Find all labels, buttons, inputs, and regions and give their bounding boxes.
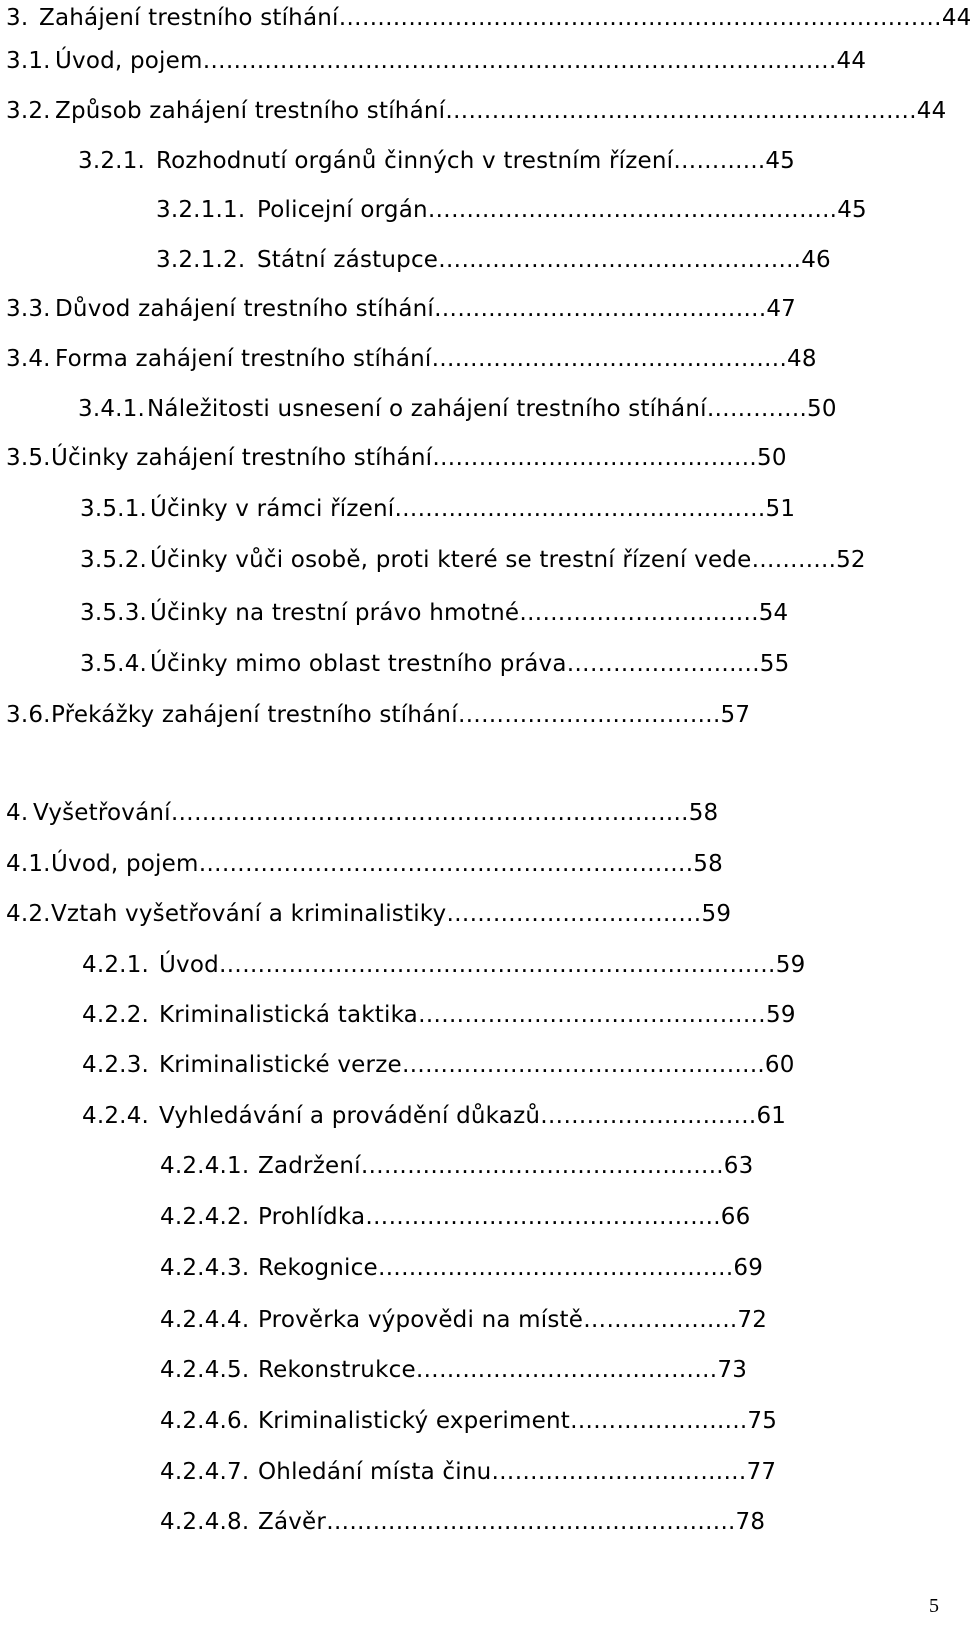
toc-entry	[160, 1253, 763, 1283]
toc-entry-title: Účinky vůči osobě, proti které se trestní řízení vede	[150, 547, 752, 573]
toc-entry-leader: ……………………………	[446, 901, 702, 927]
toc-entry-title: Úvod	[159, 952, 219, 978]
toc-entry	[80, 545, 866, 575]
toc-entry-page: 45	[765, 148, 796, 174]
toc-entry-number: 4.	[6, 800, 29, 826]
toc-entry-leader: ………………………………………………………………	[218, 952, 776, 978]
toc-entry-number: 4.2.4.8.	[160, 1509, 250, 1535]
toc-entry-leader: …………………………………	[415, 1357, 718, 1383]
toc-entry-leader: ……………………………………………………….	[198, 851, 694, 877]
toc-entry-leader: ………...	[673, 148, 766, 174]
toc-entry-leader: …………………………………………………….	[445, 98, 917, 124]
toc-entry-number: 3.2.1.2.	[156, 247, 246, 273]
toc-entry-title: Prohlídka	[258, 1204, 366, 1230]
toc-entry-leader: ……………………….	[540, 1103, 757, 1129]
toc-entry-number: 4.2.	[6, 901, 51, 927]
toc-entry-leader: ………………………….	[519, 600, 759, 626]
toc-entry-title: Vztah vyšetřování a kriminalistiky	[51, 901, 447, 927]
toc-entry-number: 4.2.4.2.	[160, 1204, 250, 1230]
toc-entry-number: 4.2.4.	[82, 1103, 150, 1129]
page-number: 5	[929, 1595, 939, 1617]
toc-entry-title: Důvod zahájení trestního stíhání	[55, 296, 435, 322]
toc-entry	[156, 195, 867, 225]
toc-entry-page: 66	[720, 1204, 751, 1230]
toc-entry-title: Zadržení	[258, 1153, 361, 1179]
toc-entry-leader: …………………….	[566, 651, 760, 677]
toc-entry-number: 3.2.1.	[78, 148, 146, 174]
toc-entry-title: Vyhledávání a provádění důkazů	[159, 1103, 541, 1129]
toc-entry-leader: ………………………………………………………….	[170, 800, 689, 826]
toc-entry-page: 59	[775, 952, 806, 978]
toc-entry-leader: ……………………………………………..	[427, 197, 838, 223]
toc-entry	[6, 344, 817, 374]
toc-entry-page: 50	[807, 396, 837, 422]
toc-entry-title: Překážky zahájení trestního stíhání	[51, 702, 458, 728]
toc-entry	[160, 1355, 747, 1385]
toc-entry-number: 4.2.3.	[82, 1052, 150, 1078]
toc-entry-title: Způsob zahájení trestního stíhání	[55, 98, 446, 124]
toc-entry-page: 55	[759, 651, 790, 677]
toc-entry	[6, 700, 750, 730]
toc-entry-title: Rozhodnutí orgánů činných v trestním řízení	[156, 148, 674, 174]
toc-entry	[6, 849, 723, 879]
toc-entry-number: 4.2.1.	[82, 952, 150, 978]
toc-entry	[80, 494, 795, 524]
toc-entry-page: 59	[701, 901, 732, 927]
toc-entry	[6, 3, 972, 33]
toc-entry-leader: …………………………….	[457, 702, 721, 728]
toc-entry-title: Policejní orgán	[257, 197, 428, 223]
toc-entry-page: 72	[737, 1307, 768, 1333]
toc-entry-title: Ohledání místa činu	[258, 1459, 492, 1485]
toc-entry-page: 46	[801, 247, 831, 273]
toc-entry-number: 3.5.2.	[80, 547, 148, 573]
toc-entry-page: 61	[756, 1103, 787, 1129]
toc-entry	[82, 1000, 796, 1030]
toc-entry-leader: ………………………………………..	[438, 247, 802, 273]
toc-entry-leader: ………………………………………..	[360, 1153, 724, 1179]
toc-entry-number: 3.4.1.	[78, 396, 146, 422]
toc-entry-page: 69	[733, 1255, 764, 1281]
toc-entry-leader: ………………..	[583, 1307, 738, 1333]
toc-entry	[160, 1507, 765, 1537]
toc-entry-title: Úvod, pojem	[55, 48, 203, 74]
toc-entry-page: 44	[916, 98, 947, 124]
toc-entry	[160, 1457, 776, 1487]
toc-entry-title: Kriminalistické verze	[159, 1052, 402, 1078]
toc-entry-page: 47	[766, 296, 796, 322]
toc-entry-page: 58	[693, 851, 723, 877]
toc-entry	[82, 1050, 795, 1080]
toc-entry	[156, 245, 831, 275]
toc-entry-number: 3.5.1.	[80, 496, 148, 522]
toc-entry-page: 77	[746, 1459, 777, 1485]
toc-entry-number: 3.	[6, 5, 29, 31]
toc-entry-number: 3.5.3.	[80, 600, 148, 626]
toc-entry-title: Závěr	[258, 1509, 327, 1535]
toc-entry-number: 4.2.4.4.	[160, 1307, 250, 1333]
toc-entry-number: 3.4.	[6, 346, 51, 372]
toc-entry-leader: …………………………………….	[434, 296, 767, 322]
toc-entry-page: 45	[837, 197, 867, 223]
toc-entry	[80, 649, 789, 679]
toc-entry-page: 57	[720, 702, 751, 728]
toc-entry-page: 52	[836, 547, 866, 573]
toc-entry-number: 3.2.1.1.	[156, 197, 246, 223]
toc-entry-number: 3.5.	[6, 445, 51, 471]
toc-entry-number: 3.6.	[6, 702, 51, 728]
toc-entry-page: 60	[764, 1052, 795, 1078]
toc-entry-title: Státní zástupce	[257, 247, 439, 273]
toc-entry-leader: …………………………………………	[394, 496, 766, 522]
toc-entry-leader: ……………………………………….	[365, 1204, 721, 1230]
toc-entry-title: Úvod, pojem	[51, 851, 199, 877]
toc-entry-number: 4.2.4.7.	[160, 1459, 250, 1485]
toc-entry-title: Forma zahájení trestního stíhání	[55, 346, 432, 372]
toc-entry-leader: ……………………………………………………………………	[338, 5, 942, 31]
toc-entry-title: Kriminalistická taktika	[159, 1002, 418, 1028]
toc-entry-page: 58	[688, 800, 719, 826]
toc-entry-title: Účinky na trestní právo hmotné	[150, 600, 520, 626]
toc-entry	[6, 46, 866, 76]
toc-entry	[78, 146, 795, 176]
toc-entry-number: 4.2.4.1.	[160, 1153, 250, 1179]
toc-entry-title: Rekognice	[258, 1255, 378, 1281]
toc-entry-title: Účinky zahájení trestního stíhání	[51, 445, 433, 471]
toc-entry-leader: ……………………………………………..	[326, 1509, 736, 1535]
toc-entry-page: 73	[717, 1357, 748, 1383]
toc-entry-number: 4.2.4.6.	[160, 1408, 250, 1434]
toc-entry-leader: ……………………………………	[432, 445, 758, 471]
toc-entry-leader: ……………………………	[491, 1459, 747, 1485]
toc-entry-number: 4.2.2.	[82, 1002, 150, 1028]
toc-entry-title: Vyšetřování	[33, 800, 171, 826]
toc-entry-page: 44	[941, 5, 972, 31]
toc-entry-number: 3.5.4.	[80, 651, 148, 677]
toc-entry-page: 50	[757, 445, 787, 471]
toc-entry-leader: ……………………………………….	[431, 346, 787, 372]
toc-entry-page: 75	[747, 1408, 778, 1434]
toc-entry-page: 48	[787, 346, 817, 372]
toc-entry-number: 4.1.	[6, 851, 51, 877]
toc-entry	[82, 950, 805, 980]
toc-entry	[160, 1305, 767, 1335]
toc-entry-number: 3.2.	[6, 98, 51, 124]
toc-entry-title: Účinky v rámci řízení	[150, 496, 395, 522]
toc-entry	[160, 1406, 777, 1436]
toc-entry	[6, 899, 731, 929]
toc-entry-leader: ………….	[706, 396, 808, 422]
toc-entry-number: 4.2.4.5.	[160, 1357, 250, 1383]
toc-entry	[6, 798, 718, 828]
toc-entry	[6, 443, 787, 473]
toc-entry-page: 44	[836, 48, 867, 74]
toc-entry-title: Rekonstrukce	[258, 1357, 416, 1383]
toc-entry	[6, 294, 796, 324]
toc-entry-page: 54	[758, 600, 789, 626]
toc-entry-page: 59	[765, 1002, 796, 1028]
toc-entry-leader: ………………………………………..	[401, 1052, 765, 1078]
toc-entry-title: Účinky mimo oblast trestního práva	[150, 651, 567, 677]
toc-entry-leader: ……………………………………….	[377, 1255, 734, 1281]
toc-entry	[82, 1101, 786, 1131]
toc-entry	[160, 1151, 753, 1181]
toc-entry	[80, 598, 788, 628]
toc-entry-leader: ………..	[751, 547, 837, 573]
toc-entry	[78, 394, 837, 424]
toc-entry-title: Prověrka výpovědi na místě	[258, 1307, 584, 1333]
toc-entry-leader: ……………………………………………………………………….	[202, 48, 837, 74]
toc-entry	[6, 96, 946, 126]
toc-entry-page: 78	[735, 1509, 766, 1535]
toc-entry-number: 3.1.	[6, 48, 51, 74]
toc-entry-leader: …………………..	[569, 1408, 748, 1434]
toc-entry-number: 4.2.4.3.	[160, 1255, 250, 1281]
toc-entry-leader: ………………………………………	[417, 1002, 766, 1028]
toc-entry-title: Zahájení trestního stíhání	[39, 5, 339, 31]
toc-entry-page: 51	[765, 496, 796, 522]
toc-entry	[160, 1202, 750, 1232]
toc-entry-number: 3.3.	[6, 296, 51, 322]
toc-entry-title: Náležitosti usnesení o zahájení trestního stíhání	[147, 396, 707, 422]
toc-entry-page: 63	[723, 1153, 754, 1179]
toc-entry-title: Kriminalistický experiment	[258, 1408, 570, 1434]
